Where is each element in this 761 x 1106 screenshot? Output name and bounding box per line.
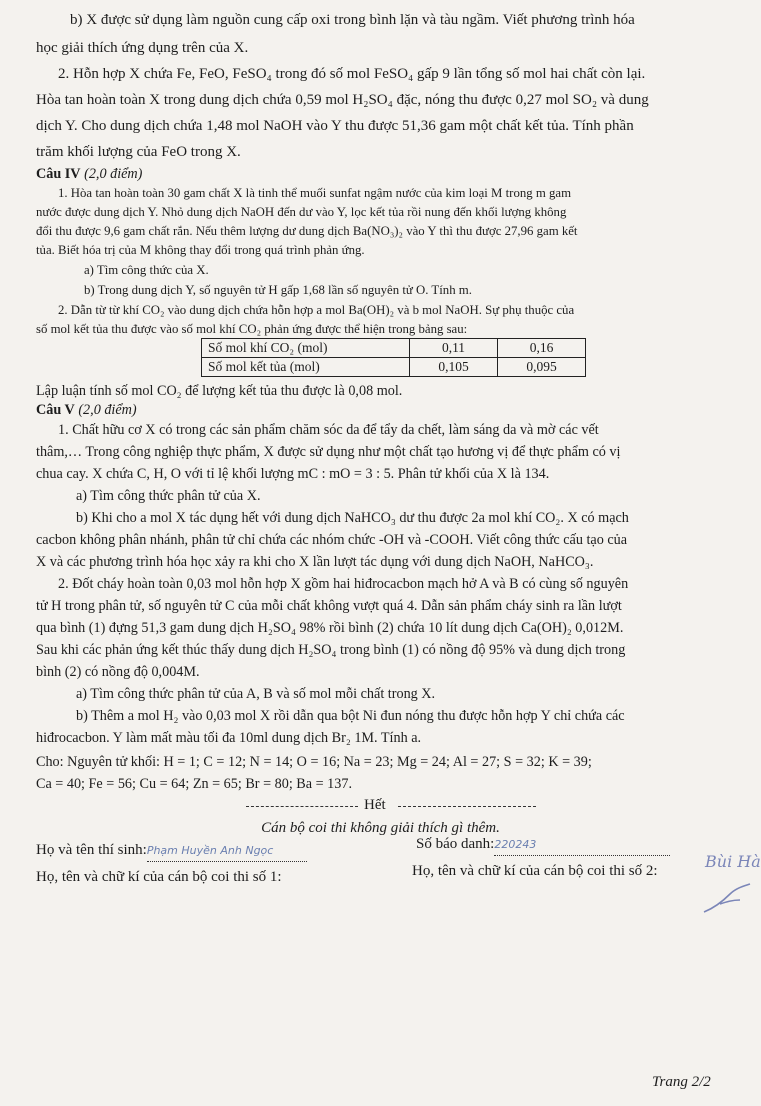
question-iv-title: Câu IV: [36, 166, 81, 182]
co2-precipitate-table: [201, 338, 586, 377]
divider: [398, 806, 536, 807]
q5-part2-line3: qua bình (1) đựng 51,3 gam dung dịch H₂SO₄ 98% rồi bình (2) chứa 10 lít dung dịch Ca(OH)₂ 0,012M.: [36, 620, 624, 636]
end-text: Hết: [364, 797, 386, 813]
q4-part1-line2: nước được dung dịch Y. Nhỏ dung dịch NaOH đến dư vào Y, lọc kết tủa rồi nung đến khối lượng không: [36, 205, 567, 219]
q4-part2-line2: số mol kết tủa thu được vào số mol khí CO₂ phản ứng được thể hiện trong bảng sau:: [36, 322, 468, 336]
q5-part1-b-line3: X và các phương trình hóa học xảy ra khi cho X lần lượt tác dụng với dung dịch NaOH, NaHCO₃.: [36, 554, 594, 570]
table-row: [202, 358, 586, 377]
q5-part2-line5: bình (2) có nồng độ 0,004M.: [36, 664, 200, 680]
candidate-name-label: Họ và tên thí sinh:: [36, 842, 147, 858]
candidate-name-row: [36, 840, 307, 862]
question-v-title: Câu V: [36, 402, 75, 418]
atomic-mass-line1: Cho: Nguyên tử khối: H = 1; C = 12; N = 14; O = 16; Na = 23; Mg = 24; Al = 27; S = 32; K = 39;: [36, 754, 592, 770]
table-cell: 0,11: [410, 339, 498, 358]
q5-part2-line2: tử H trong phân tử, số nguyên tử C của mỗi chất không vượt quá 4. Dẫn sản phẩm cháy sinh ra lần lượt: [36, 598, 622, 614]
q4-part1-line3: đổi thu được 9,6 gam chất rắn. Nếu thêm lượng dư dung dịch Ba(NO₃)₂ vào Y thì thu được 27,96 gam kết: [36, 224, 578, 238]
q3-part-b-line2: học giải thích ứng dụng trên của X.: [36, 40, 249, 56]
q4-part2-line1: 2. Dẫn từ từ khí CO₂ vào dung dịch chứa hỗn hợp a mol Ba(OH)₂ và b mol NaOH. Sự phụ thuộc của: [58, 303, 575, 317]
end-marker: [246, 796, 536, 816]
exam-number-value: 220243: [494, 838, 537, 851]
q5-part1-a: a) Tìm công thức phân tử của X.: [76, 488, 261, 504]
q5-part2-line1: 2. Đốt cháy hoàn toàn 0,03 mol hỗn hợp X gồm hai hiđrocacbon mạch hở A và B có cùng số nguyên: [58, 576, 629, 592]
exam-number-row: [416, 834, 670, 856]
proctor-2-label: Họ, tên và chữ kí của cán bộ coi thi số 2:: [412, 863, 658, 879]
q5-part2-b-line2: hiđrocacbon. Y làm mất màu tối đa 10ml dung dịch Br₂ 1M. Tính a.: [36, 730, 422, 746]
q4-part1-a: a) Tìm công thức của X.: [84, 263, 209, 277]
exam-number-label: Số báo danh:: [416, 836, 495, 852]
divider: [246, 806, 358, 807]
question-iv-points: (2,0 điểm): [84, 166, 143, 182]
q5-part2-a: a) Tìm công thức phân tử của A, B và số mol mỗi chất trong X.: [76, 686, 436, 702]
table-cell: 0,16: [498, 339, 586, 358]
q5-part1-b-line1: b) Khi cho a mol X tác dụng hết với dung dịch NaHCO₃ dư thu được 2a mol khí CO₂. X có mạch: [76, 510, 629, 526]
proctor-2-signature-name: Bùi Hà: [705, 852, 761, 871]
q4-part1-b: b) Trong dung dịch Y, số nguyên tử H gấp 1,68 lần số nguyên tử O. Tính m.: [84, 283, 472, 297]
proctor-1-label: Họ, tên và chữ kí của cán bộ coi thi số 1:: [36, 869, 282, 885]
q3-part2-line4: trăm khối lượng của FeO trong X.: [36, 144, 241, 160]
question-v-points: (2,0 điểm): [78, 402, 137, 418]
q3-part2-line1: 2. Hỗn hợp X chứa Fe, FeO, FeSO₄ trong đó số mol FeSO₄ gấp 9 lần tổng số mol hai chất còn lại.: [58, 66, 646, 82]
table-cell: 0,095: [498, 358, 586, 377]
table-header-precipitate: Số mol kết tủa (mol): [202, 358, 410, 377]
proctor-note: Cán bộ coi thi không giải thích gì thêm.: [261, 820, 500, 836]
table-cell: 0,105: [410, 358, 498, 377]
table-row: [202, 339, 586, 358]
q5-part2-line4: Sau khi các phản ứng kết thúc thấy dung dịch H₂SO₄ trong bình (1) có nồng độ 95% và dung dịch trong: [36, 642, 626, 658]
question-iv-heading: [36, 164, 142, 185]
q5-part1-b-line2: cacbon không phân nhánh, phân tử chỉ chứa các nhóm chức -OH và -COOH. Viết công thức cấu tạo của: [36, 532, 628, 548]
q4-part2-question: Lập luận tính số mol CO₂ để lượng kết tủa thu được là 0,08 mol.: [36, 383, 403, 399]
table-header-co2: Số mol khí CO₂ (mol): [202, 339, 410, 358]
candidate-name-field: [147, 840, 307, 862]
proctor-2-signature-icon: [700, 880, 756, 920]
q5-part1-line1: 1. Chất hữu cơ X có trong các sản phẩm chăm sóc da để tẩy da chết, làm sáng da và mờ các vết: [58, 422, 599, 438]
q3-part-b-line1: b) X được sử dụng làm nguồn cung cấp oxi trong bình lặn và tàu ngầm. Viết phương trình hóa: [70, 12, 635, 28]
q5-part2-b-line1: b) Thêm a mol H₂ vào 0,03 mol X rồi dẫn qua bột Ni đun nóng thu được hỗn hợp Y chỉ chứa các: [76, 708, 625, 724]
page-number: Trang 2/2: [652, 1074, 711, 1090]
q4-part1-line4: tủa. Biết hóa trị của M không thay đổi trong quá trình phản ứng.: [36, 243, 365, 257]
q4-part1-line1: 1. Hòa tan hoàn toàn 30 gam chất X là tinh thể muối sunfat ngậm nước của kim loại M trong m gam: [58, 186, 572, 200]
q3-part2-line3: dịch Y. Cho dung dịch chứa 1,48 mol NaOH vào Y thu được 51,36 gam một chất kết tủa. Tính phần: [36, 118, 634, 134]
q5-part1-line3: chua cay. X chứa C, H, O với tỉ lệ khối lượng mC : mO = 3 : 5. Phân tử khối của X là 134.: [36, 466, 550, 482]
candidate-name-value: Phạm Huyền Anh Ngọc: [146, 844, 274, 857]
q5-part1-line2: thâm,… Trong công nghiệp thực phẩm, X được sử dụng như một chất tạo hương vị để thực phẩm có vị: [36, 444, 621, 460]
atomic-mass-line2: Ca = 40; Fe = 56; Cu = 64; Zn = 65; Br = 80; Ba = 137.: [36, 776, 352, 792]
q3-part2-line2: Hòa tan hoàn toàn X trong dung dịch chứa 0,59 mol H₂SO₄ đặc, nóng thu được 0,27 mol SO₂ và dung: [36, 92, 649, 108]
question-v-heading: [36, 400, 137, 421]
exam-number-field: [494, 834, 670, 856]
